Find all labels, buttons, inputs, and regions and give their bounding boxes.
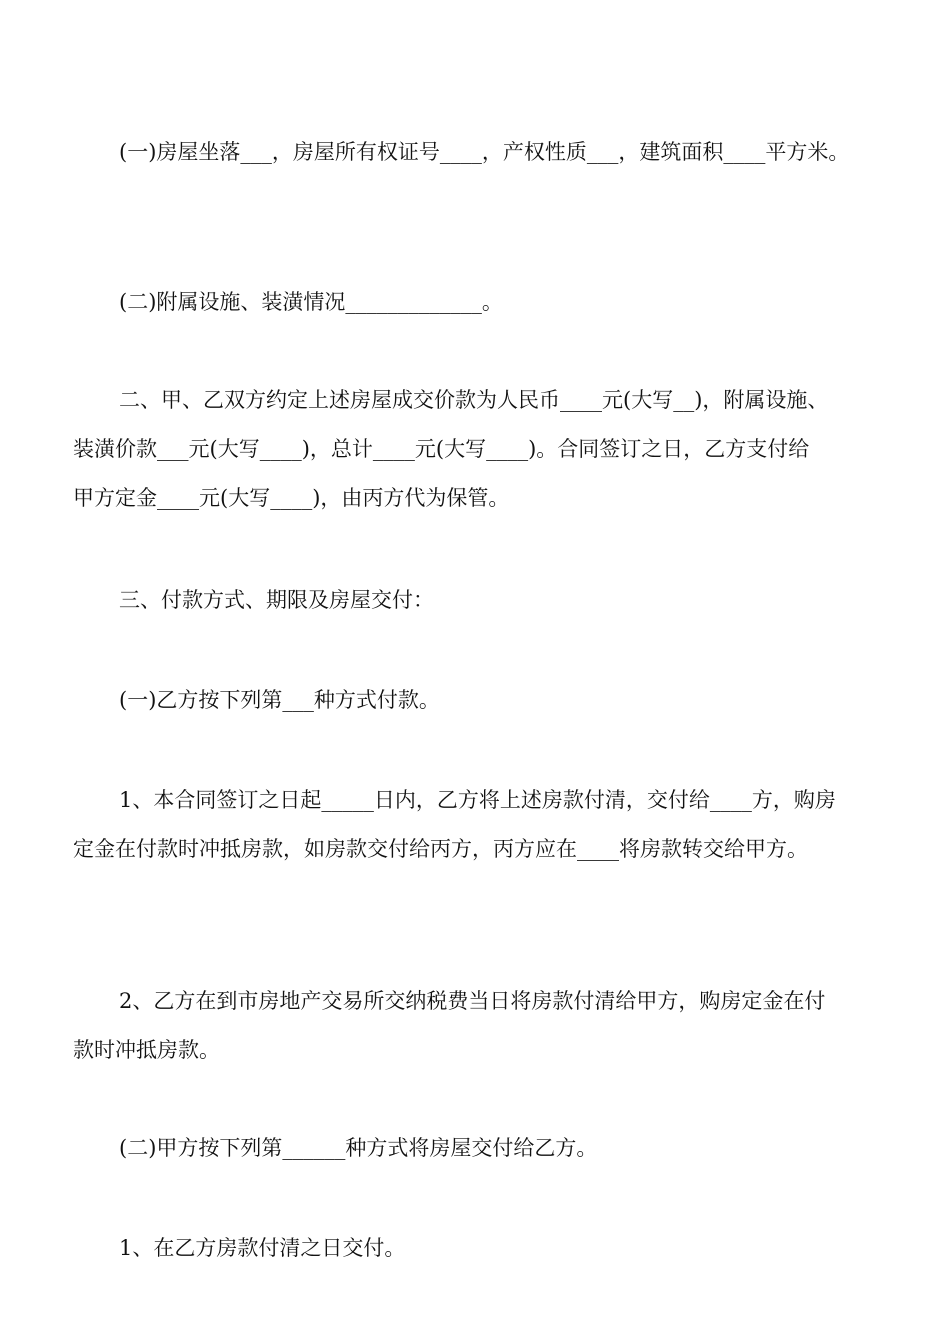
text-line: (一)房屋坐落___，房屋所有权证号____，产权性质___，建筑面积____平方米。 bbox=[119, 140, 850, 164]
text-line: (一)乙方按下列第___种方式付款。 bbox=[119, 688, 440, 712]
paragraph-property-location bbox=[73, 128, 883, 177]
text-line: (二)附属设施、装潢情况_____________。 bbox=[119, 290, 503, 314]
text-line: 1、本合同签订之日起_____日内，乙方将上述房款付清，交付给____方，购房 bbox=[119, 788, 836, 812]
text-line: 1、在乙方房款付清之日交付。 bbox=[119, 1236, 406, 1260]
text-line: 三、付款方式、期限及房屋交付： bbox=[119, 588, 434, 612]
text-line: 2、乙方在到市房地产交易所交纳税费当日将房款付清给甲方，购房定金在付 bbox=[119, 989, 826, 1013]
section-heading-payment bbox=[73, 576, 883, 625]
text-line: (二)甲方按下列第______种方式将房屋交付给乙方。 bbox=[119, 1136, 598, 1160]
paragraph-delivery-option-1 bbox=[73, 1224, 883, 1273]
paragraph-payment-option-2 bbox=[73, 977, 883, 1075]
text-line: 甲方定金____元(大写____)，由丙方代为保管。 bbox=[73, 486, 510, 510]
text-line: 定金在付款时冲抵房款，如房款交付给丙方，丙方应在____将房款转交给甲方。 bbox=[73, 837, 808, 861]
text-line: 二、甲、乙双方约定上述房屋成交价款为人民币____元(大写__)，附属设施、 bbox=[119, 388, 829, 412]
text-line: 装潢价款___元(大写____)，总计____元(大写____)。合同签订之日，乙方支付给 bbox=[73, 437, 810, 461]
paragraph-delivery-method bbox=[73, 1124, 883, 1173]
paragraph-payment-option-1 bbox=[73, 776, 883, 874]
text-line: 款时冲抵房款。 bbox=[73, 1038, 220, 1062]
paragraph-price-agreement bbox=[73, 376, 883, 523]
paragraph-payment-method bbox=[73, 676, 883, 725]
paragraph-facilities bbox=[73, 278, 883, 327]
